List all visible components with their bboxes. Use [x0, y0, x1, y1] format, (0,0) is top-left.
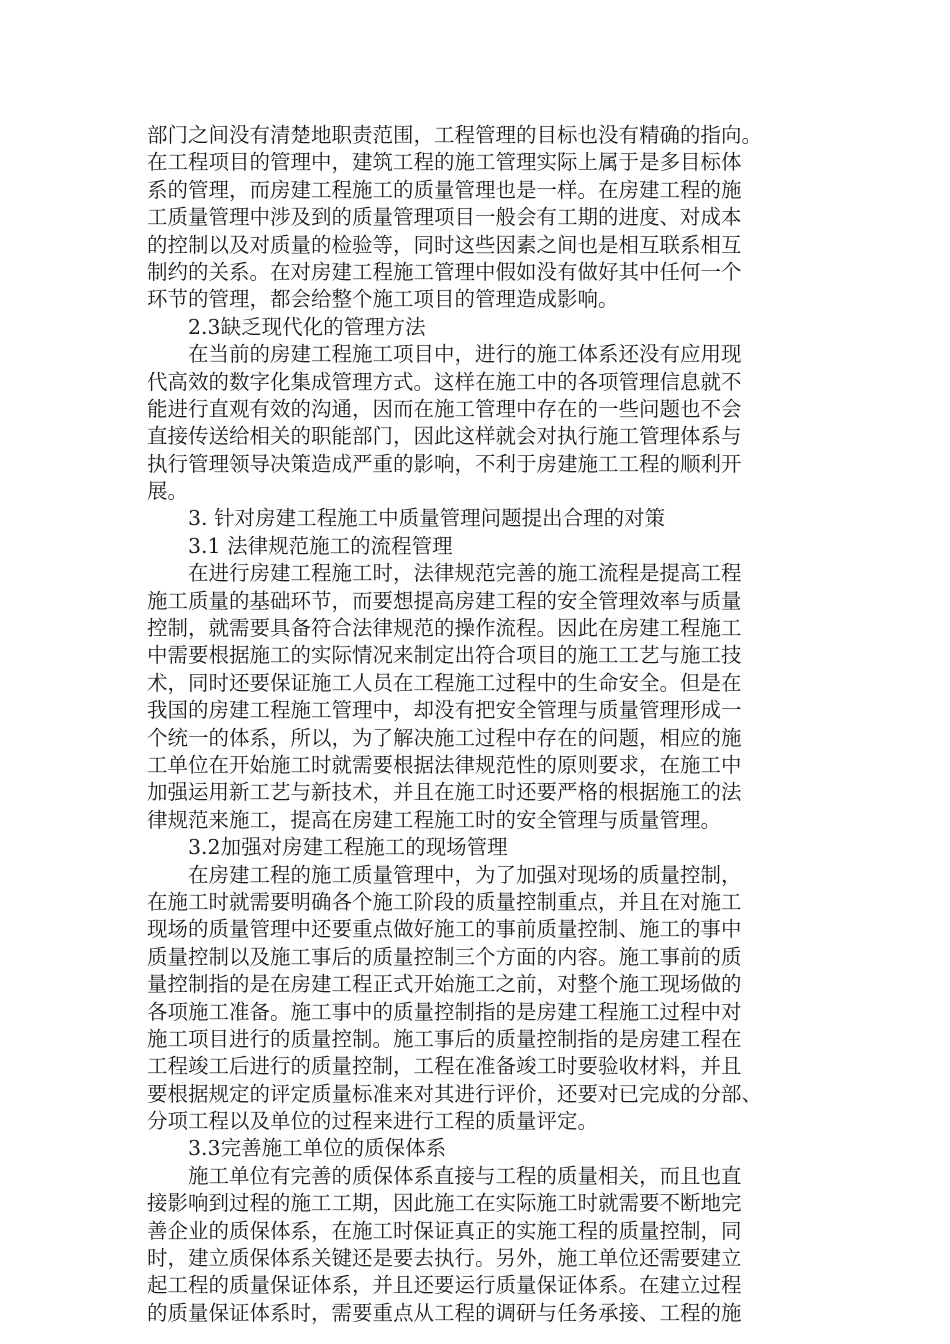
text-line: 系的管理，而房建工程施工的质量管理也是一样。在房建工程的施 [147, 177, 742, 202]
section-heading-2-3 [147, 314, 807, 341]
text-line: 工单位在开始施工时就需要根据法律规范性的原则要求，在施工中 [147, 752, 742, 777]
section-heading-3 [147, 505, 807, 532]
text-line: 环节的管理，都会给整个施工项目的管理造成影响。 [147, 287, 619, 312]
text-line: 的质量保证体系时，需要重点从工程的调研与任务承接、工程的施 [147, 1300, 742, 1325]
text-line: 能进行直观有效的沟通，因而在施工管理中存在的一些问题也不会 [147, 396, 742, 421]
text-line: 直接传送给相关的职能部门，因此这样就会对执行施工管理体系与 [147, 424, 742, 449]
text-line: 执行管理领导决策造成严重的影响，不利于房建施工工程的顺利开 [147, 451, 742, 476]
text-line: 工程竣工后进行的质量控制，工程在准备竣工时要验收材料，并且 [147, 1054, 742, 1079]
text-line: 施工项目进行的质量控制。施工事后的质量控制指的是房建工程在 [147, 1026, 742, 1051]
paragraph [147, 560, 807, 834]
text-line: 在工程项目的管理中，建筑工程的施工管理实际上属于是多目标体 [147, 150, 742, 175]
text-line: 接影响到过程的施工工期，因此施工在实际施工时就需要不断地完 [147, 1191, 742, 1216]
paragraph [147, 862, 807, 1136]
text-line: 在进行房建工程施工时，法律规范完善的施工流程是提高工程 [188, 561, 742, 586]
paragraph-continued [147, 122, 807, 314]
text-line: 部门之间没有清楚地职责范围，工程管理的目标也没有精确的指向。 [147, 123, 762, 147]
text-line: 各项施工准备。施工事中的质量控制指的是房建工程施工过程中对 [147, 999, 742, 1024]
text-line: 工质量管理中涉及到的质量管理项目一般会有工期的进度、对成本 [147, 205, 742, 230]
document-page [147, 122, 807, 1327]
text-line: 起工程的质量保证体系，并且还要运行质量保证体系。在建立过程 [147, 1273, 742, 1298]
text-line: 律规范来施工，提高在房建工程施工时的安全管理与质量管理。 [147, 807, 721, 832]
text-line: 我国的房建工程施工管理中，却没有把安全管理与质量管理形成一 [147, 698, 742, 723]
heading-text: 3.2加强对房建工程施工的现场管理 [188, 835, 508, 860]
text-line: 量控制指的是在房建工程正式开始施工之前，对整个施工现场做的 [147, 972, 742, 997]
text-line: 现场的质量管理中还要重点做好施工的事前质量控制、施工的事中 [147, 917, 742, 942]
text-line: 的控制以及对质量的检验等，同时这些因素之间也是相互联系相互 [147, 232, 742, 257]
text-line: 在当前的房建工程施工项目中，进行的施工体系还没有应用现 [188, 342, 742, 367]
text-line: 时，建立质保体系关键还是要去执行。另外，施工单位还需要建立 [147, 1246, 742, 1271]
text-line: 施工单位有完善的质保体系直接与工程的质量相关，而且也直 [188, 1163, 742, 1188]
paragraph [147, 1163, 807, 1327]
section-heading-3-2 [147, 834, 807, 861]
paragraph [147, 341, 807, 505]
text-line: 个统一的体系，所以，为了解决施工过程中存在的问题，相应的施 [147, 725, 742, 750]
text-line: 要根据规定的评定质量标准来对其进行评价，还要对已完成的分部、 [147, 1081, 762, 1106]
heading-text: 3.1 法律规范施工的流程管理 [188, 533, 453, 558]
text-line: 中需要根据施工的实际情况来制定出符合项目的施工工艺与施工技 [147, 643, 742, 668]
text-line: 在房建工程的施工质量管理中，为了加强对现场的质量控制， [188, 862, 742, 887]
text-line: 加强运用新工艺与新技术，并且在施工时还要严格的根据施工的法 [147, 780, 742, 805]
text-line: 展。 [147, 479, 188, 504]
text-line: 控制，就需要具备符合法律规范的操作流程。因此在房建工程施工 [147, 616, 742, 641]
section-heading-3-1 [147, 533, 807, 560]
text-line: 代高效的数字化集成管理方式。这样在施工中的各项管理信息就不 [147, 369, 742, 394]
text-line: 质量控制以及施工事后的质量控制三个方面的内容。施工事前的质 [147, 944, 742, 969]
heading-text: 2.3缺乏现代化的管理方法 [188, 314, 426, 339]
text-line: 在施工时就需要明确各个施工阶段的质量控制重点，并且在对施工 [147, 889, 742, 914]
text-line: 术，同时还要保证施工人员在工程施工过程中的生命安全。但是在 [147, 670, 742, 695]
heading-text: 3. 针对房建工程施工中质量管理问题提出合理的对策 [188, 506, 666, 531]
text-line: 分项工程以及单位的过程来进行工程的质量评定。 [147, 1109, 598, 1134]
heading-text: 3.3完善施工单位的质保体系 [188, 1136, 447, 1161]
text-line: 施工质量的基础环节，而要想提高房建工程的安全管理效率与质量 [147, 588, 742, 613]
text-line: 善企业的质保体系，在施工时保证真正的实施工程的质量控制，同 [147, 1218, 742, 1243]
section-heading-3-3 [147, 1135, 807, 1162]
text-line: 制约的关系。在对房建工程施工管理中假如没有做好其中任何一个 [147, 259, 742, 284]
